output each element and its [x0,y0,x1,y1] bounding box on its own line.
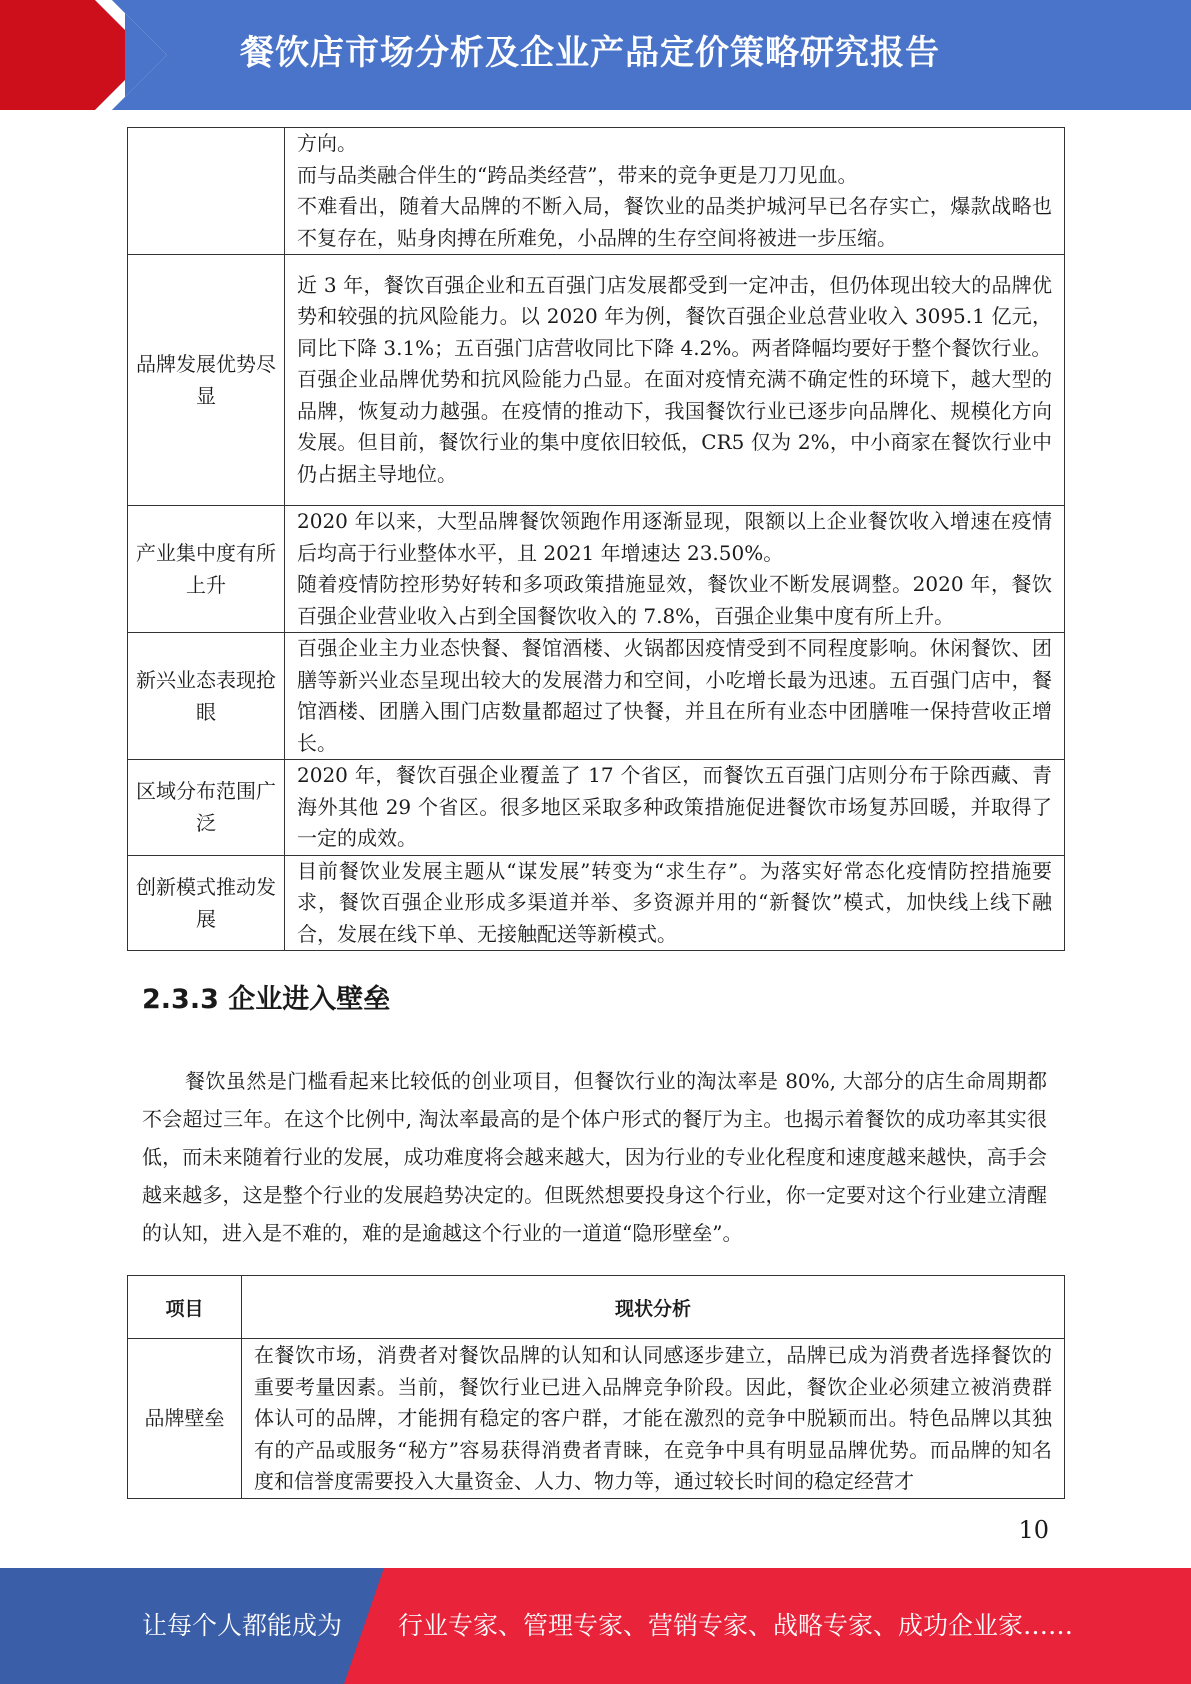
table-row [128,128,1065,255]
row-content [285,760,1065,856]
row-content [285,128,1065,255]
row-content [285,633,1065,760]
row-paragraph: 方向。 [297,131,357,155]
entry-barriers-table [127,1275,1065,1499]
row-paragraph: 随着疫情防控形势好转和多项政策措施显效，餐饮业不断发展调整。2020 年，餐饮百强企业营业收入占到全国餐饮收入的 7.8%，百强企业集中度有所上升。 [297,572,1052,628]
row-paragraph: 2020 年，餐饮百强企业覆盖了 17 个省区，而餐饮五百强门店则分布于除西藏、青海外其他 29 个省区。很多地区采取多种政策措施促进餐饮市场复苏回暖，并取得了一定的成效。 [297,763,1052,850]
row-content [285,855,1065,951]
table-header-row [128,1276,1065,1339]
row-paragraph: 百强企业品牌优势和抗风险能力凸显。在面对疫情充满不确定性的环境下，越大型的品牌，恢复动力越强。在疫情的推动下，我国餐饮行业已逐步向品牌化、规模化方向发展。但目前，餐饮行业的集中度依旧较低，CR5 仅为 2%，中小商家在餐饮行业中仍占据主导地位。 [297,367,1052,486]
page-header [0,0,1191,110]
row-label: 产业集中度有所上升 [128,506,285,633]
row-label: 新兴业态表现抢眼 [128,633,285,760]
row-content [285,255,1065,506]
column-header: 项目 [128,1276,242,1339]
market-features-table [127,127,1065,951]
row-paragraph: 不难看出，随着大品牌的不断入局，餐饮业的品类护城河早已名存实亡，爆款战略也不复存在，贴身肉搏在所难免，小品牌的生存空间将被进一步压缩。 [297,194,1052,250]
column-header: 现状分析 [242,1276,1065,1339]
row-content: 在餐饮市场，消费者对餐饮品牌的认知和认同感逐步建立，品牌已成为消费者选择餐饮的重要考量因素。当前，餐饮行业已进入品牌竞争阶段。因此，餐饮企业必须建立被消费群体认可的品牌，才能拥有稳定的客户群，才能在激烈的竞争中脱颖而出。特色品牌以其独有的产品或服务“秘方”容易获得消费者青睐，在竞争中具有明显品牌优势。而品牌的知名度和信誉度需要投入大量资金、人力、物力等，通过较长时间的稳定经营才 [242,1339,1065,1499]
row-label: 品牌壁垒 [128,1339,242,1499]
page-number: 10 [1018,1516,1049,1544]
row-paragraph: 目前餐饮业发展主题从“谋发展”转变为“求生存”。为落实好常态化疫情防控措施要求，餐饮百强企业形成多渠道并举、多资源并用的“新餐饮”模式，加快线上线下融合，发展在线下单、无接触配送等新模式。 [297,858,1052,946]
body-paragraph: 餐饮虽然是门槛看起来比较低的创业项目，但餐饮行业的淘汰率是 80%, 大部分的店生命周期都不会超过三年。在这个比例中, 淘汰率最高的是个体户形式的餐厅为主。也揭示着餐饮的成功率其实很低，而未来随着行业的发展，成功难度将会越来越大，因为行业的专业化程度和速度越来越快，高手会越来越多，这是整个行业的发展趋势决定的。但既然想要投身这个行业，你一定要对这个行业建立清醒的认知，进入是不难的，难的是逾越这个行业的一道道“隐形壁垒”。 [142,1069,1047,1245]
table-row [128,255,1065,506]
row-paragraph: 而与品类融合伴生的“跨品类经营”，带来的竞争更是刀刀见血。 [297,162,858,187]
row-paragraph: 近 3 年，餐饮百强企业和五百强门店发展都受到一定冲击，但仍体现出较大的品牌优势和较强的抗风险能力。以 2020 年为例，餐饮百强企业总营业收入 3095.1 亿元，同比下降 3.1%；五百强门店营收同比下降 4.2%。两者降幅均要好于整个餐饮行业。 [297,272,1052,360]
row-content [285,506,1065,633]
table-row [128,506,1065,633]
report-title: 餐饮店市场分析及企业产品定价策略研究报告 [240,33,940,73]
row-label [128,128,285,255]
row-paragraph: 百强企业主力业态快餐、餐馆酒楼、火锅都因疫情受到不同程度影响。休闲餐饮、团膳等新兴业态呈现出较大的发展潜力和空间，小吃增长最为迅速。五百强门店中，餐馆酒楼、团膳入围门店数量都超过了快餐，并且在所有业态中团膳唯一保持营收正增长。 [297,636,1052,755]
footer-slogan-right: 行业专家、管理专家、营销专家、战略专家、成功企业家…… [398,1611,1074,1640]
page-footer [0,1568,1191,1684]
table-row [128,760,1065,856]
table-row [128,633,1065,760]
table-row [128,1339,1065,1499]
row-paragraph: 2020 年以来，大型品牌餐饮领跑作用逐渐显现，限额以上企业餐饮收入增速在疫情后均高于行业整体水平，且 2021 年增速达 23.50%。 [297,509,1052,565]
section-heading: 2.3.3 企业进入壁垒 [142,984,391,1015]
row-label: 品牌发展优势尽显 [128,255,285,506]
row-label: 创新模式推动发展 [128,855,285,951]
table-row [128,855,1065,951]
footer-slogan-left: 让每个人都能成为 [142,1611,343,1640]
row-label: 区域分布范围广泛 [128,760,285,856]
